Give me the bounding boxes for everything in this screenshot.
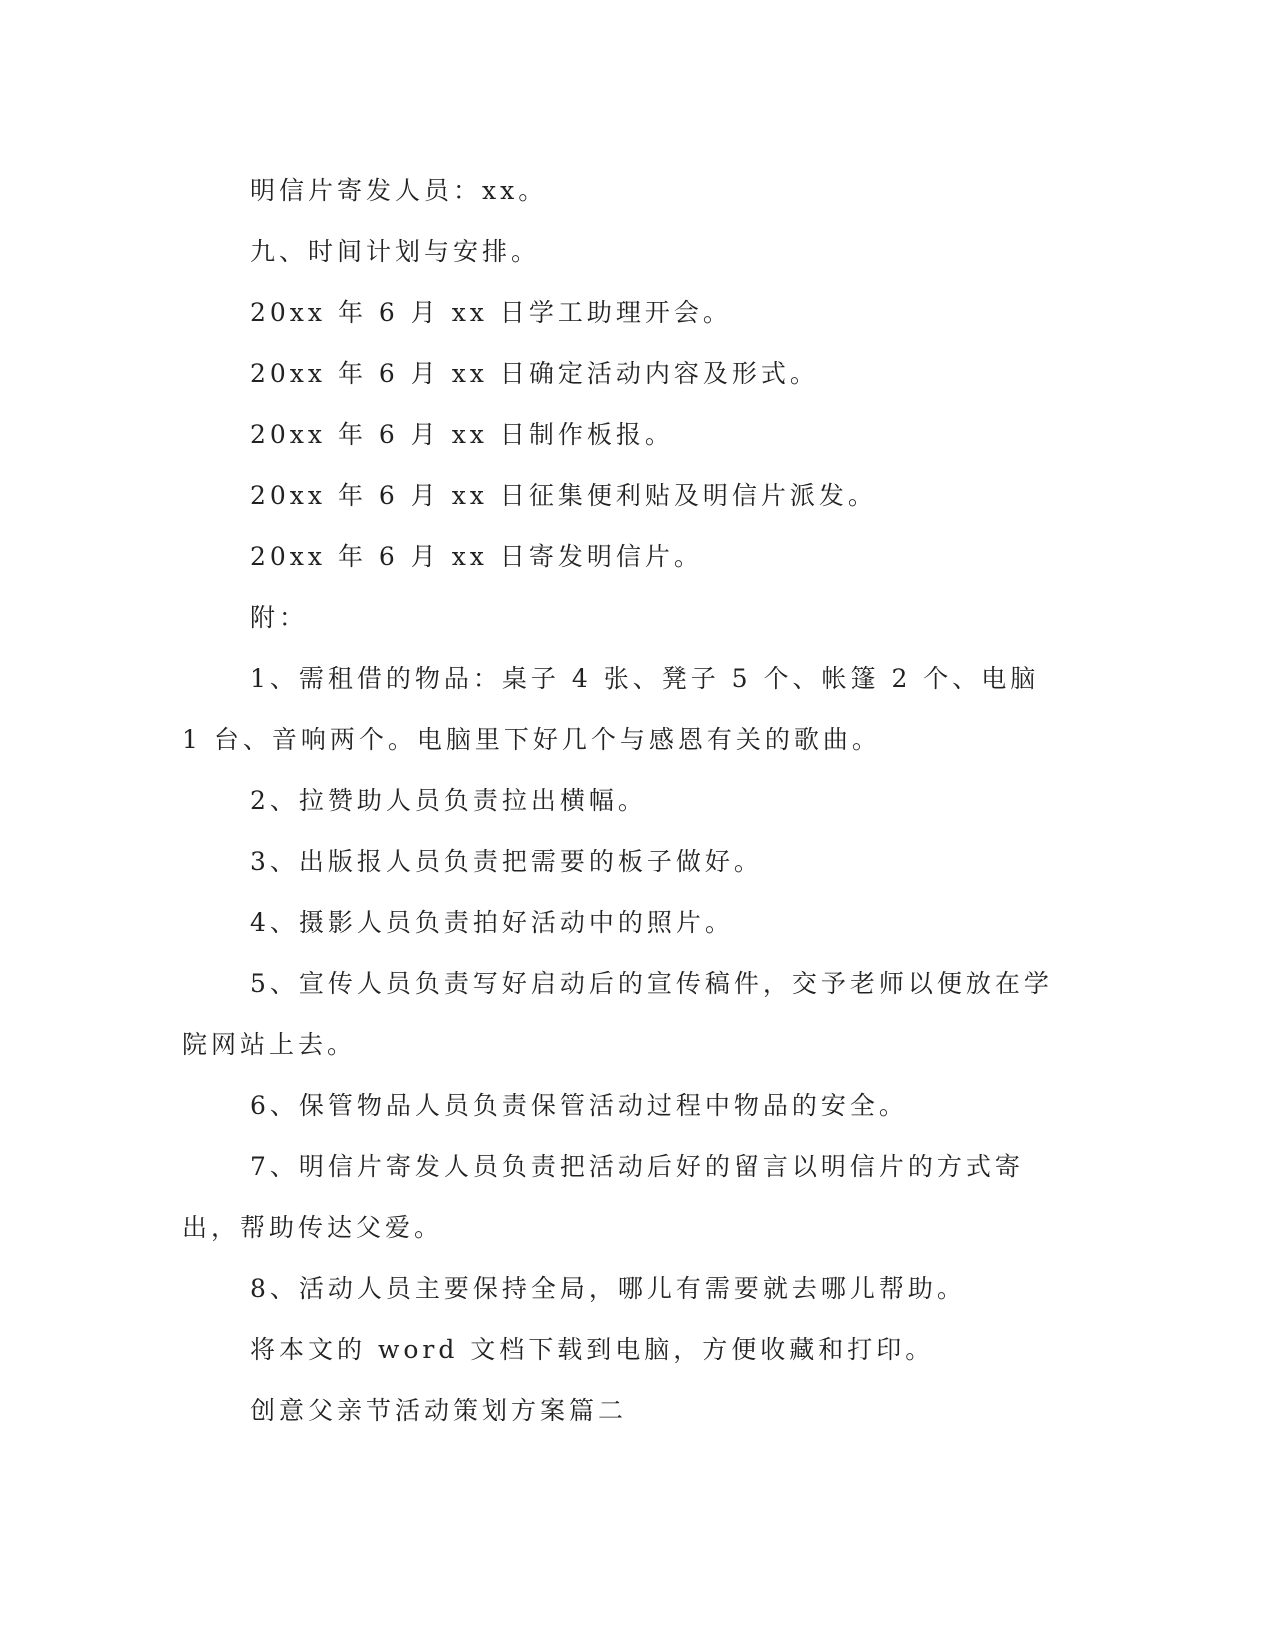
paragraph-appendix-item-7: 7、明信片寄发人员负责把活动后好的留言以明信片的方式寄出，帮助传达父爱。 — [182, 1152, 1024, 1242]
paragraph-appendix-item-8: 8、活动人员主要保持全局，哪儿有需要就去哪儿帮助。 — [250, 1274, 966, 1303]
paragraph-section-nine-heading: 九、时间计划与安排。 — [250, 237, 541, 266]
paragraph-schedule-collect: 20xx 年 6 月 xx 日征集便利贴及明信片派发。 — [250, 481, 877, 510]
paragraph-sender-staff: 明信片寄发人员：xx。 — [250, 176, 548, 205]
paragraph-appendix-item-2: 2、拉赞助人员负责拉出横幅。 — [250, 786, 647, 815]
paragraph-schedule-meeting: 20xx 年 6 月 xx 日学工助理开会。 — [250, 298, 732, 327]
paragraph-schedule-mail: 20xx 年 6 月 xx 日寄发明信片。 — [250, 542, 703, 571]
paragraph-appendix-item-6: 6、保管物品人员负责保管活动过程中物品的安全。 — [250, 1091, 908, 1120]
paragraph-appendix-item-4: 4、摄影人员负责拍好活动中的照片。 — [250, 908, 734, 937]
paragraph-appendix-item-3: 3、出版报人员负责把需要的板子做好。 — [250, 847, 763, 876]
paragraph-next-section-title: 创意父亲节活动策划方案篇二 — [250, 1396, 628, 1425]
document-body — [182, 160, 1062, 1441]
paragraph-appendix-label: 附： — [250, 603, 309, 632]
paragraph-appendix-item-5: 5、宣传人员负责写好启动后的宣传稿件，交予老师以便放在学院网站上去。 — [182, 969, 1053, 1059]
paragraph-download-note: 将本文的 word 文档下载到电脑，方便收藏和打印。 — [250, 1335, 935, 1364]
paragraph-schedule-content: 20xx 年 6 月 xx 日确定活动内容及形式。 — [250, 359, 819, 388]
paragraph-schedule-board: 20xx 年 6 月 xx 日制作板报。 — [250, 420, 674, 449]
paragraph-appendix-item-1: 1、需租借的物品：桌子 4 张、凳子 5 个、帐篷 2 个、电脑 1 台、音响两个。电脑里下好几个与感恩有关的歌曲。 — [182, 664, 1040, 754]
